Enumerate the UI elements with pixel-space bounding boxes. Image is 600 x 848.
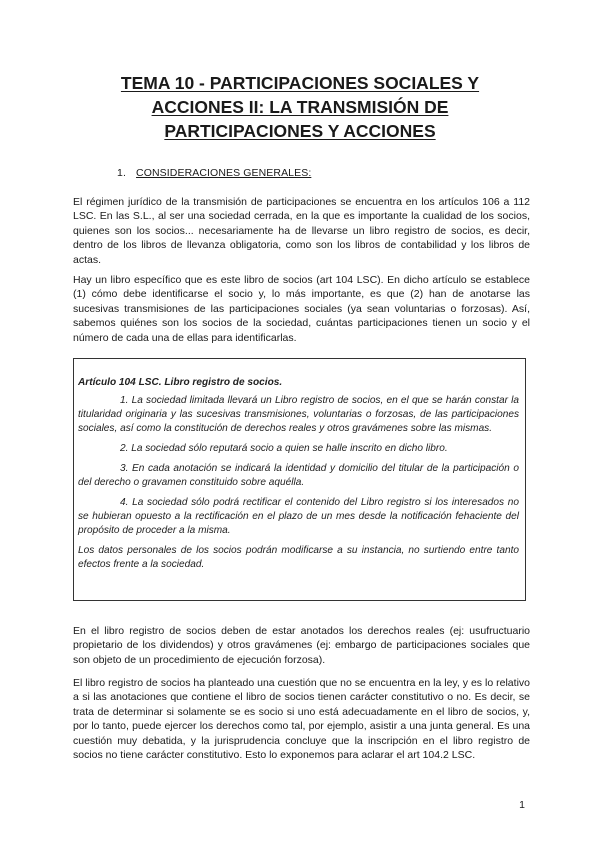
article-item-3: 3. En cada anotación se indicará la identidad y domicilio del titular de la participación o del derecho o gravamen constituido sobre aquélla.: [78, 463, 519, 488]
section-heading-text: CONSIDERACIONES GENERALES:: [136, 167, 312, 179]
paragraph-4: El libro registro de socios ha planteado una cuestión que no se encuentra en la ley, y es lo relativo a si las anotaciones que contiene el libro de socios tienen carácter constitutivo o no. Es decir, se trata de determinar si solamente se es socio si uno está adecuadamente en el libro de socios, y, por lo tanto, puede ejercer los derechos como tal, por ejemplo, asistir a una junta general. Es una cuestión muy debatida, y la jurisprudencia concluye que la inscripción en el libro registro de socios no tiene carácter constitutivo. Esto lo exponemos para aclarar el art 104.2 LSC.: [73, 677, 530, 762]
article-heading: Artículo 104 LSC. Libro registro de socios.: [78, 377, 283, 388]
title-line-1: TEMA 10 - PARTICIPACIONES SOCIALES Y: [120, 73, 480, 93]
section-number: 1.: [117, 167, 126, 179]
article-closing: Los datos personales de los socios podrán modificarse a su instancia, no surtiendo entre tanto efectos frente a la sociedad.: [78, 545, 519, 570]
page-number: 1: [519, 799, 525, 811]
paragraph-3: En el libro registro de socios deben de estar anotados los derechos reales (ej: usufructuario propietario de los dividendos) y otros gravámenes (ej: embargo de participaciones sociales que son objeto de un procedimiento de ejecución forzosa).: [73, 625, 530, 666]
article-quote-box: [73, 358, 526, 601]
title-line-3: PARTICIPACIONES Y ACCIONES: [164, 121, 436, 141]
paragraph-1: El régimen jurídico de la transmisión de participaciones se encuentra en los artículos 106 a 112 LSC. En las S.L., al ser una sociedad cerrada, en la que es importante la cualidad de los socios, quienes son los socios... necesariamente ha de llevarse un libro registro de socios, es decir, dentro de los libros de llevanza obligatoria, como son los libros de contabilidad y los libros de actas.: [73, 196, 530, 266]
title-line-2: ACCIONES II: LA TRANSMISIÓN DE: [151, 97, 449, 117]
paragraph-2: Hay un libro específico que es este libro de socios (art 104 LSC). En dicho artículo se establece (1) cómo debe identificarse el socio y, lo más importante, es que (2) han de anotarse las sucesivas transmisiones de las participaciones sociales (ya sean voluntarias o forzosas). Así, sabemos quiénes son los socios de la sociedad, cuántas participaciones tienen un socio y el número de cada una de ellas para identificarlas.: [73, 274, 530, 344]
section-heading: [117, 167, 311, 179]
article-item-1: 1. La sociedad limitada llevará un Libro registro de socios, en el que se harán constar la titularidad originaria y las sucesivas transmisiones, voluntarias o forzosas, de las participaciones sociales, así como la constitución de derechos reales y otros gravámenes sobre las mismas.: [78, 395, 519, 434]
article-item-4: 4. La sociedad sólo podrá rectificar el contenido del Libro registro si los interesados no se hubieran opuesto a la rectificación en el plazo de un mes desde la notificación fehaciente del propósito de proceder a la misma.: [78, 497, 519, 536]
article-item-2: 2. La sociedad sólo reputará socio a quien se halle inscrito en dicho libro.: [120, 443, 448, 454]
page-title: [90, 71, 510, 143]
